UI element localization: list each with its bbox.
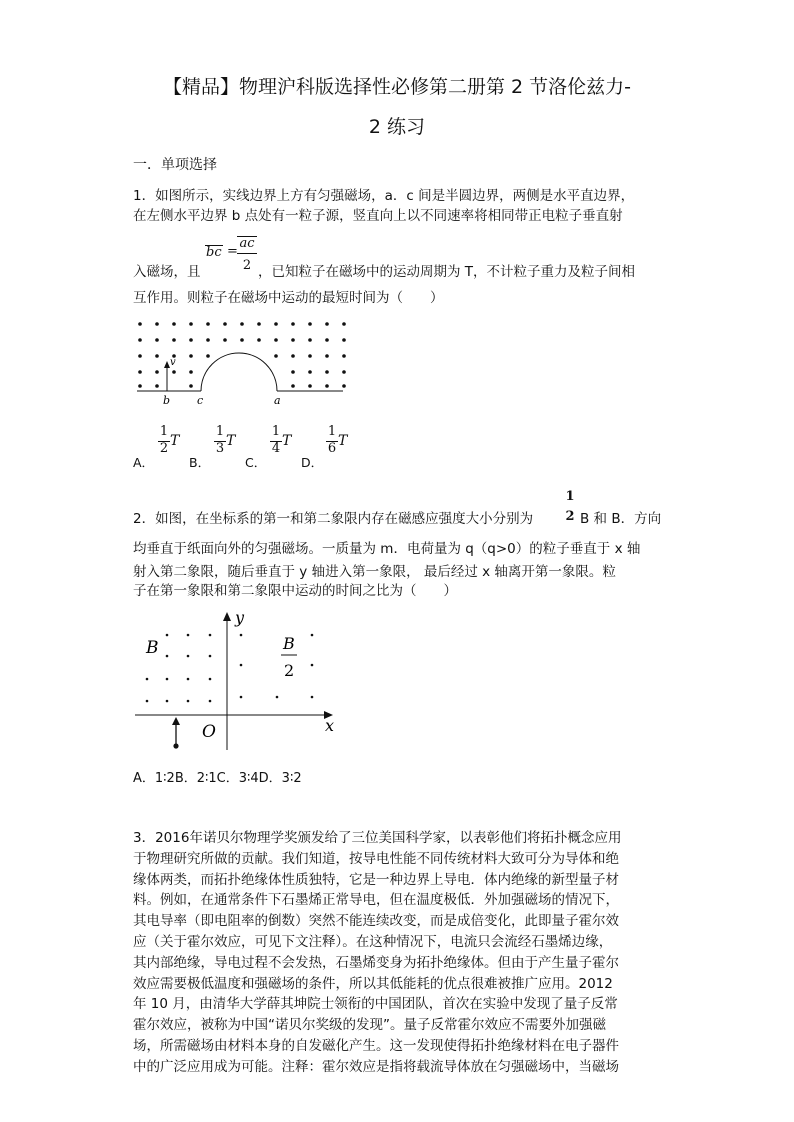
field-dot — [240, 664, 243, 667]
field-dot — [308, 354, 312, 358]
field-dot — [138, 354, 142, 358]
field-dot — [138, 384, 142, 388]
field-dot — [325, 354, 329, 358]
q1-option-unit: T — [282, 433, 292, 449]
field-dot — [155, 370, 159, 374]
q2-line-4: 子在第一象限和第二象限中运动的时间之比为（ ） — [133, 583, 457, 599]
q3-line: 效应需要极低温度和强磁场的条件，所以其低能耗的优点很难被推广应用。2012 — [133, 975, 613, 992]
field-dot — [209, 678, 212, 681]
q3-line: 场，所需磁场由材料本身的自发磁化产生。这一发现使得拓扑绝缘材料在电子器件 — [133, 1038, 619, 1054]
q2-line-2: 均垂直于纸面向外的匀强磁场。一质量为 m．电荷量为 q（q>0）的粒子垂直于 x 轴 — [133, 541, 641, 557]
field-dot — [155, 322, 159, 326]
field-dot — [189, 322, 193, 326]
field-dot — [166, 655, 169, 658]
field-dot — [274, 338, 278, 342]
q3-line: 年 10 月，由清华大学薛其坤院士领衔的中国团队，首次在实验中发现了量子反常 — [133, 996, 618, 1013]
field-dot — [342, 384, 346, 388]
field-dot — [291, 354, 295, 358]
field-dot — [291, 370, 295, 374]
field-dot — [276, 696, 279, 699]
field-dot — [155, 354, 159, 358]
field-dot — [308, 338, 312, 342]
q2-label-B: B — [146, 638, 159, 658]
field-dot — [187, 655, 190, 658]
page-title-line-1: 【精品】物理沪科版选择性必修第二册第 2 节洛伦兹力- — [162, 76, 632, 98]
field-dot — [274, 322, 278, 326]
field-dot — [138, 338, 142, 342]
q1-option-letter: A． — [133, 455, 155, 470]
q1-line-2: 在左侧水平边界 b 点处有一粒子源，竖直向上以不同速率将相同带正电粒子垂直射 — [133, 208, 623, 224]
field-dot — [187, 634, 190, 637]
q3-line: 缘体两类，而拓扑绝缘体性质独特，它是一种边界上导电．体内绝缘的新型量子材 — [133, 871, 619, 888]
q1-option-fraction: $\frac{1}{6}$ — [327, 424, 337, 456]
field-dot — [172, 338, 176, 342]
q1-option-fraction: $\frac{1}{4}$ — [271, 424, 281, 456]
section-heading: 一．单项选择 — [133, 157, 217, 173]
field-dot — [223, 338, 227, 342]
q1-eq-lhs: bc — [206, 245, 222, 260]
q1-line-4: 互作用。则粒子在磁场中运动的最短时间为（ ） — [133, 290, 444, 306]
q1-eq-sign: = — [227, 244, 238, 259]
q2-particle — [173, 743, 178, 748]
field-dot — [342, 370, 346, 374]
q3-line: 霍尔效应，被称为中国“诺贝尔奖级的发现”。量子反常霍尔效应不需要外加强磁 — [133, 1017, 606, 1034]
q1-option-b[interactable] — [189, 423, 241, 470]
q2-arrow-head — [172, 717, 180, 725]
q1-semicircle-boundary — [201, 353, 277, 391]
q2-label-y: y — [235, 608, 245, 627]
q1-label-v: v — [170, 357, 176, 368]
field-dot — [291, 384, 295, 388]
q1-option-c[interactable] — [245, 423, 297, 470]
field-dot — [155, 338, 159, 342]
q1-line-3a: 入磁场，且 — [133, 264, 201, 280]
q1-option-fraction: $\frac{1}{2}$ — [159, 424, 169, 456]
field-dot — [325, 370, 329, 374]
field-dot — [189, 384, 193, 388]
field-dot — [223, 322, 227, 326]
field-dot — [138, 322, 142, 326]
q1-label-a: a — [274, 394, 281, 407]
q3-line: 3．2016年诺贝尔物理学奖颁发给了三位美国科学家，以表彰他们将拓扑概念应用 — [133, 830, 622, 846]
q2-fraction: 1 2 — [565, 489, 575, 524]
field-dot — [172, 370, 176, 374]
q3-line: 料。例如，在通常条件下石墨烯正常导电，但在温度极低．外加强磁场的情况下， — [133, 892, 619, 909]
q1-field-dots — [138, 322, 346, 388]
q1-option-letter: B． — [189, 455, 211, 470]
field-dot — [311, 696, 314, 699]
q2-line-3: 射入第二象限，随后垂直于 y 轴进入第一象限， 最后经过 x 轴离开第一象限。粒 — [133, 564, 616, 580]
q3-line: 应（关于霍尔效应，可见下文注释）。在这种情况下，电流只会流经石墨烯边缘， — [133, 934, 613, 950]
q1-option-letter: C． — [245, 455, 267, 470]
field-dot — [206, 338, 210, 342]
field-dot — [291, 322, 295, 326]
q1-option-letter: D． — [301, 455, 324, 470]
page-title-line-2: 2 练习 — [368, 116, 426, 138]
q1-option-a[interactable] — [133, 423, 185, 470]
q2-options: A．1∶2B．2∶1C．3∶4D．3∶2 — [133, 771, 302, 786]
field-dot — [240, 338, 244, 342]
field-dot — [209, 655, 212, 658]
field-dot — [189, 354, 193, 358]
field-dot — [209, 634, 212, 637]
field-dot — [138, 370, 142, 374]
q3-line: 中的广泛应用成为可能。注释：霍尔效应是指将载流导体放在匀强磁场中，当磁场 — [133, 1058, 619, 1075]
q2-label-origin: O — [202, 722, 216, 742]
field-dot — [342, 322, 346, 326]
field-dot — [189, 338, 193, 342]
field-dot — [311, 634, 314, 637]
field-dot — [240, 696, 243, 699]
field-dot — [308, 384, 312, 388]
field-dot — [166, 700, 169, 703]
q3-line: 其内部绝缘，导电过程不会发热，石墨烯变身为拓扑绝缘体。但由于产生量子霍尔 — [133, 954, 619, 971]
q1-option-d[interactable] — [301, 423, 353, 470]
field-dot — [325, 338, 329, 342]
field-dot — [325, 384, 329, 388]
field-dot — [187, 700, 190, 703]
field-dot — [325, 322, 329, 326]
field-dot — [240, 634, 243, 637]
q1-eq-rhs: $\frac{ac}{2}$ — [237, 236, 257, 273]
q2-figure — [130, 605, 340, 755]
field-dot — [166, 678, 169, 681]
field-dot — [166, 634, 169, 637]
q3-line: 于物理研究所做的贡献。我们知道，按导电性能不同传统材料大致可分为导体和绝 — [133, 850, 619, 867]
q1-label-c: c — [197, 394, 204, 407]
field-dot — [189, 370, 193, 374]
field-dot — [308, 322, 312, 326]
field-dot — [206, 354, 210, 358]
field-dot — [257, 338, 261, 342]
field-dot — [308, 370, 312, 374]
q1-option-unit: T — [226, 433, 236, 449]
q2-label-x: x — [325, 716, 335, 735]
field-dot — [209, 700, 212, 703]
q1-line-1: 1．如图所示，实线边界上方有匀强磁场，a．c 间是半圆边界，两侧是水平直边界， — [133, 188, 635, 204]
field-dot — [342, 338, 346, 342]
field-dot — [342, 354, 346, 358]
q1-option-unit: T — [170, 433, 180, 449]
q1-figure — [125, 313, 355, 408]
field-dot — [172, 322, 176, 326]
q2-label-B-half-num: B — [283, 634, 295, 653]
q2-line-1b: B 和 B．方向 — [580, 511, 662, 527]
field-dot — [240, 322, 244, 326]
q1-option-unit: T — [338, 433, 348, 449]
field-dot — [291, 338, 295, 342]
q2-label-B-half-den: 2 — [284, 661, 295, 680]
field-dot — [146, 700, 149, 703]
field-dot — [311, 664, 314, 667]
q3-line: 其电导率（即电阻率的倒数）突然不能连续改变，而是成倍变化，此即量子霍尔效 — [133, 913, 619, 930]
q1-option-fraction: $\frac{1}{3}$ — [215, 424, 225, 456]
q1-line-3b: ，已知粒子在磁场中的运动周期为 T，不计粒子重力及粒子间相 — [258, 264, 636, 280]
field-dot — [155, 384, 159, 388]
field-dot — [274, 354, 278, 358]
field-dot — [187, 678, 190, 681]
field-dot — [257, 322, 261, 326]
field-dot — [206, 322, 210, 326]
q2-y-arrow — [223, 612, 231, 621]
q1-label-b: b — [163, 394, 171, 407]
field-dot — [146, 678, 149, 681]
q2-line-1a: 2．如图，在坐标系的第一和第二象限内存在磁感应强度大小分别为 — [133, 511, 534, 527]
